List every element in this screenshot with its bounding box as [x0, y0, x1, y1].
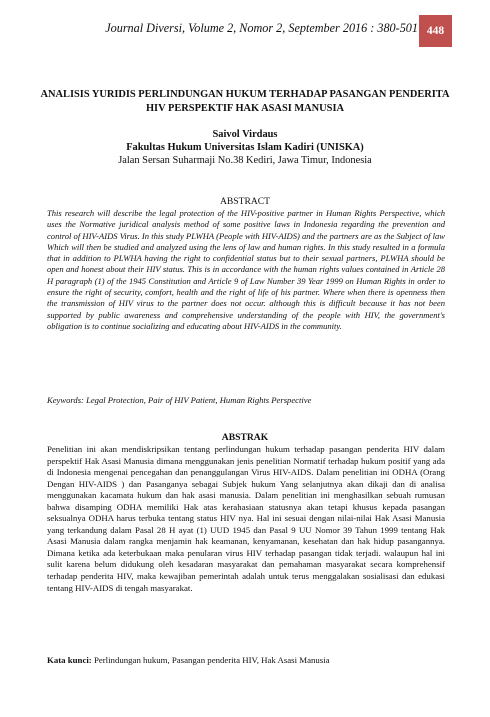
author-name: Saivol Virdaus	[212, 129, 278, 140]
abstract-en-body: This research will describe the legal protection of the HIV-positive partner in Human Rights Perspective, which uses the Normative juridical analysis method of some positive laws in Indonesia regarding the prevention and control of HIV-AIDS Virus. In this study PLWHA (People with HIV-AIDS) and the partners are as the Subject of law Which will then be studied and analyzed using the lens of law and human rights. In this study resulted in a formula that in addition to PLWHA having the right to confidential status but to their sexual partners, PLWHA should be open and honest about their HIV status. This is in accordance with the human rights values contained in Article 28 H paragraph (1) of the 1945 Constitution and Article 9 of Law Number 39 Year 1999 on Human Rights in order to ensure the right of security, comfort, health and the right of life of his partner. Where when there is openness then the transmission of HIV virus to the partner does not occur. although this is difficult because it has not been supported by public awareness and comprehensive understanding of the people with HIV, the government's obligation is to continue socializing and educating about HIV-AIDS in the community.	[47, 208, 445, 331]
keywords-label: Kata kunci:	[47, 655, 94, 665]
abstract-en-keywords: Keywords: Legal Protection, Pair of HIV Patient, Human Rights Perspective	[47, 395, 312, 405]
page-header	[0, 15, 490, 47]
page-number-badge: 448	[419, 15, 452, 47]
journal-citation: Journal Diversi, Volume 2, Nomor 2, September 2016 : 380-501	[105, 21, 418, 35]
abstract-id-heading: ABSTRAK	[221, 432, 269, 443]
author-affiliation: Fakultas Hukum Universitas Islam Kadiri (UNISKA)	[126, 142, 364, 153]
abstract-en-heading: ABSTRACT	[219, 196, 271, 207]
abstract-id-keywords	[47, 655, 445, 666]
author-address: Jalan Sersan Suharmaji No.38 Kediri, Jawa Timur, Indonesia	[118, 155, 372, 166]
keywords-text: Perlindungan hukum, Pasangan penderita HIV, Hak Asasi Manusia	[93, 655, 330, 665]
abstract-id-body: Penelitian ini akan mendiskripsikan tentang perlindungan hukum terhadap pasangan penderita HIV dalam perspektif Hak Asasi Manusia dimana menggunakan jenis penelitian Normatif terhadap hukum positif yang ada di Indonesia mengenai pencegahan dan penanggulangan Virus HIV-AIDS. Dalam penelitian ini ODHA (Orang Dengan HIV-AIDS ) dan Pasanganya sebagai Subjek hukum Yang selanjutnya akan dikaji dan di analisa menggunakan kacamata hukum dan hak asasi manusia. Dalam penelitian ini menghasilkan sebuah rumusan bahwa disamping ODHA memiliki Hak atas kerahasiaan statusnya akan tetapi khusus kepada pasangan seksualnya ODHA harus terbuka tentang status HIV nya. Hal ini sesuai dengan nilai-nilai Hak Asasi Manusia yang terkandung dalam Pasal 28 H ayat (1) UUD 1945 dan Pasal 9 UU Nomor 39 Tahun 1999 tentang Hak Asasi Manusia dalam rangka menjamin hak keamanan, kenyamanan, kesehatan dan hak hidup pasangannya. Dimana ketika ada keterbukaan maka penularan virus HIV terhadap pasangan tidak terjadi. walaupun hal ini sulit karena belum didukung oleh kesadaran masyarakat dan pemahaman masyarakat secara komprehensif terhadap penderita HIV, maka kewajiban pemerintah adalah untuk terus menggalakan sosialisasi dan edukasi tentang HIV-AIDS di tengah masyarakat.	[47, 444, 445, 593]
paper-title: ANALISIS YURIDIS PERLINDUNGAN HUKUM TERHADAP PASANGAN PENDERITA HIV PERSPEKTIF HAK ASASI MANUSIA	[40, 89, 450, 114]
author-block	[40, 128, 450, 167]
